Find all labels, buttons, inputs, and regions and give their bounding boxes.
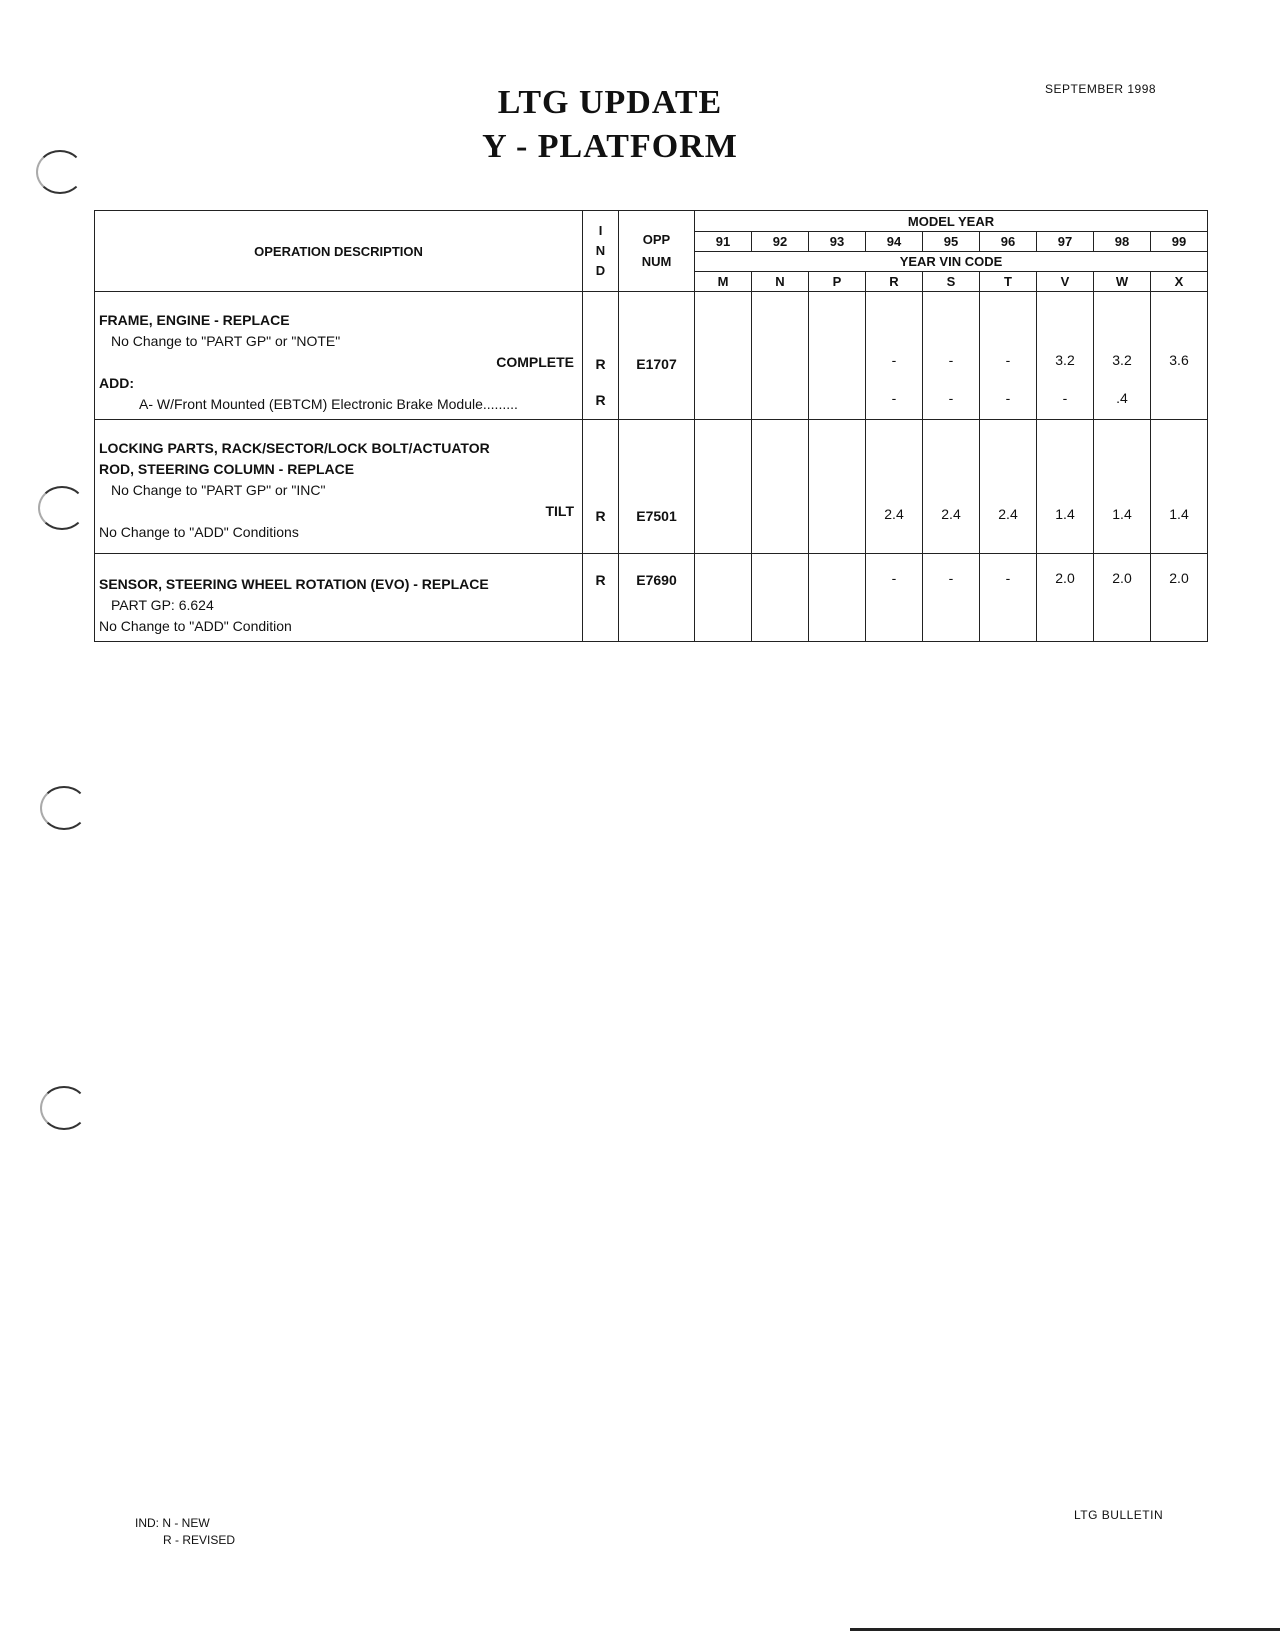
operation-sub-label: TILT — [545, 503, 574, 519]
table-row — [95, 420, 1208, 554]
value-cell: - — [866, 554, 923, 642]
operation-footer-note: No Change to "ADD" Condition — [99, 618, 292, 634]
value-cell: 2.4 — [923, 420, 980, 554]
year-98: 98 — [1094, 232, 1151, 252]
row-ind: R — [583, 420, 619, 554]
header-ind: I N D — [583, 211, 619, 292]
value-cell: 2.4 — [866, 420, 923, 554]
year-97: 97 — [1037, 232, 1094, 252]
add-item: A- W/Front Mounted (EBTCM) Electronic Brake Module......... — [139, 396, 518, 412]
vin-code-t: T — [980, 272, 1037, 292]
operation-footer-note: No Change to "ADD" Conditions — [99, 524, 299, 540]
value-cell: - — [923, 554, 980, 642]
operation-title: FRAME, ENGINE - REPLACE — [99, 312, 290, 328]
value-cell: 3.6 — [1151, 292, 1208, 420]
row-description — [95, 420, 583, 554]
value-cell — [695, 554, 752, 642]
row-opp-num: E1707 — [619, 292, 695, 420]
value-cell: 3.2 - — [1037, 292, 1094, 420]
vin-code-x: X — [1151, 272, 1208, 292]
value-cell: - - — [980, 292, 1037, 420]
row-description — [95, 554, 583, 642]
ind-legend-revised: R - REVISED — [163, 1533, 236, 1547]
value-cell: - — [980, 554, 1037, 642]
year-99: 99 — [1151, 232, 1208, 252]
punch-hole-4 — [40, 1086, 88, 1130]
vin-code-r: R — [866, 272, 923, 292]
value-cell — [809, 554, 866, 642]
punch-hole-1 — [36, 150, 84, 194]
year-93: 93 — [809, 232, 866, 252]
row-ind: R — [583, 554, 619, 642]
value-cell: 2.4 — [980, 420, 1037, 554]
header-vin-code: YEAR VIN CODE — [695, 252, 1208, 272]
row-opp-num: E7690 — [619, 554, 695, 642]
row-opp-num: E7501 — [619, 420, 695, 554]
vin-code-s: S — [923, 272, 980, 292]
ind-legend-new: IND: N - NEW — [135, 1516, 210, 1530]
bulletin-label: LTG BULLETIN — [1074, 1508, 1164, 1522]
operation-part-gp: PART GP: 6.624 — [111, 597, 214, 613]
header-operation-description: OPERATION DESCRIPTION — [95, 211, 583, 292]
value-cell: 1.4 — [1094, 420, 1151, 554]
year-95: 95 — [923, 232, 980, 252]
value-cell — [752, 554, 809, 642]
value-cell — [809, 420, 866, 554]
header-opp-num: OPP NUM — [619, 211, 695, 292]
value-cell: 3.2 .4 — [1094, 292, 1151, 420]
operation-note: No Change to "PART GP" or "NOTE" — [111, 333, 341, 349]
year-91: 91 — [695, 232, 752, 252]
bulletin-date: SEPTEMBER 1998 — [1045, 82, 1157, 96]
operations-table — [94, 210, 1208, 642]
vin-code-p: P — [809, 272, 866, 292]
operation-sub-label: COMPLETE — [496, 354, 574, 370]
value-cell: - - — [866, 292, 923, 420]
vin-code-m: M — [695, 272, 752, 292]
bottom-edge-line — [850, 1628, 1280, 1631]
value-cell: 2.0 — [1094, 554, 1151, 642]
operation-title: SENSOR, STEERING WHEEL ROTATION (EVO) - REPLACE — [99, 576, 489, 592]
operation-title-line1: LOCKING PARTS, RACK/SECTOR/LOCK BOLT/ACTUATOR — [99, 440, 490, 456]
row-description — [95, 292, 583, 420]
vin-code-w: W — [1094, 272, 1151, 292]
add-label: ADD: — [99, 375, 134, 391]
year-92: 92 — [752, 232, 809, 252]
value-cell: 2.0 — [1151, 554, 1208, 642]
value-cell — [752, 292, 809, 420]
vin-code-v: V — [1037, 272, 1094, 292]
table-row — [95, 292, 1208, 420]
header-model-year: MODEL YEAR — [695, 211, 1208, 232]
page-title: LTG UPDATE — [497, 84, 723, 121]
page-subtitle: Y - PLATFORM — [482, 128, 738, 165]
value-cell: 1.4 — [1151, 420, 1208, 554]
operation-note: No Change to "PART GP" or "INC" — [111, 482, 326, 498]
value-cell: - - — [923, 292, 980, 420]
year-94: 94 — [866, 232, 923, 252]
punch-hole-2 — [38, 486, 86, 530]
value-cell — [809, 292, 866, 420]
value-cell — [752, 420, 809, 554]
table-row — [95, 554, 1208, 642]
value-cell: 1.4 — [1037, 420, 1094, 554]
vin-code-n: N — [752, 272, 809, 292]
value-cell: 2.0 — [1037, 554, 1094, 642]
ind-legend — [135, 1515, 235, 1549]
row-ind: R R — [583, 292, 619, 420]
operation-title-line2: ROD, STEERING COLUMN - REPLACE — [99, 461, 355, 477]
value-cell — [695, 420, 752, 554]
punch-hole-3 — [40, 786, 88, 830]
value-cell — [695, 292, 752, 420]
year-96: 96 — [980, 232, 1037, 252]
